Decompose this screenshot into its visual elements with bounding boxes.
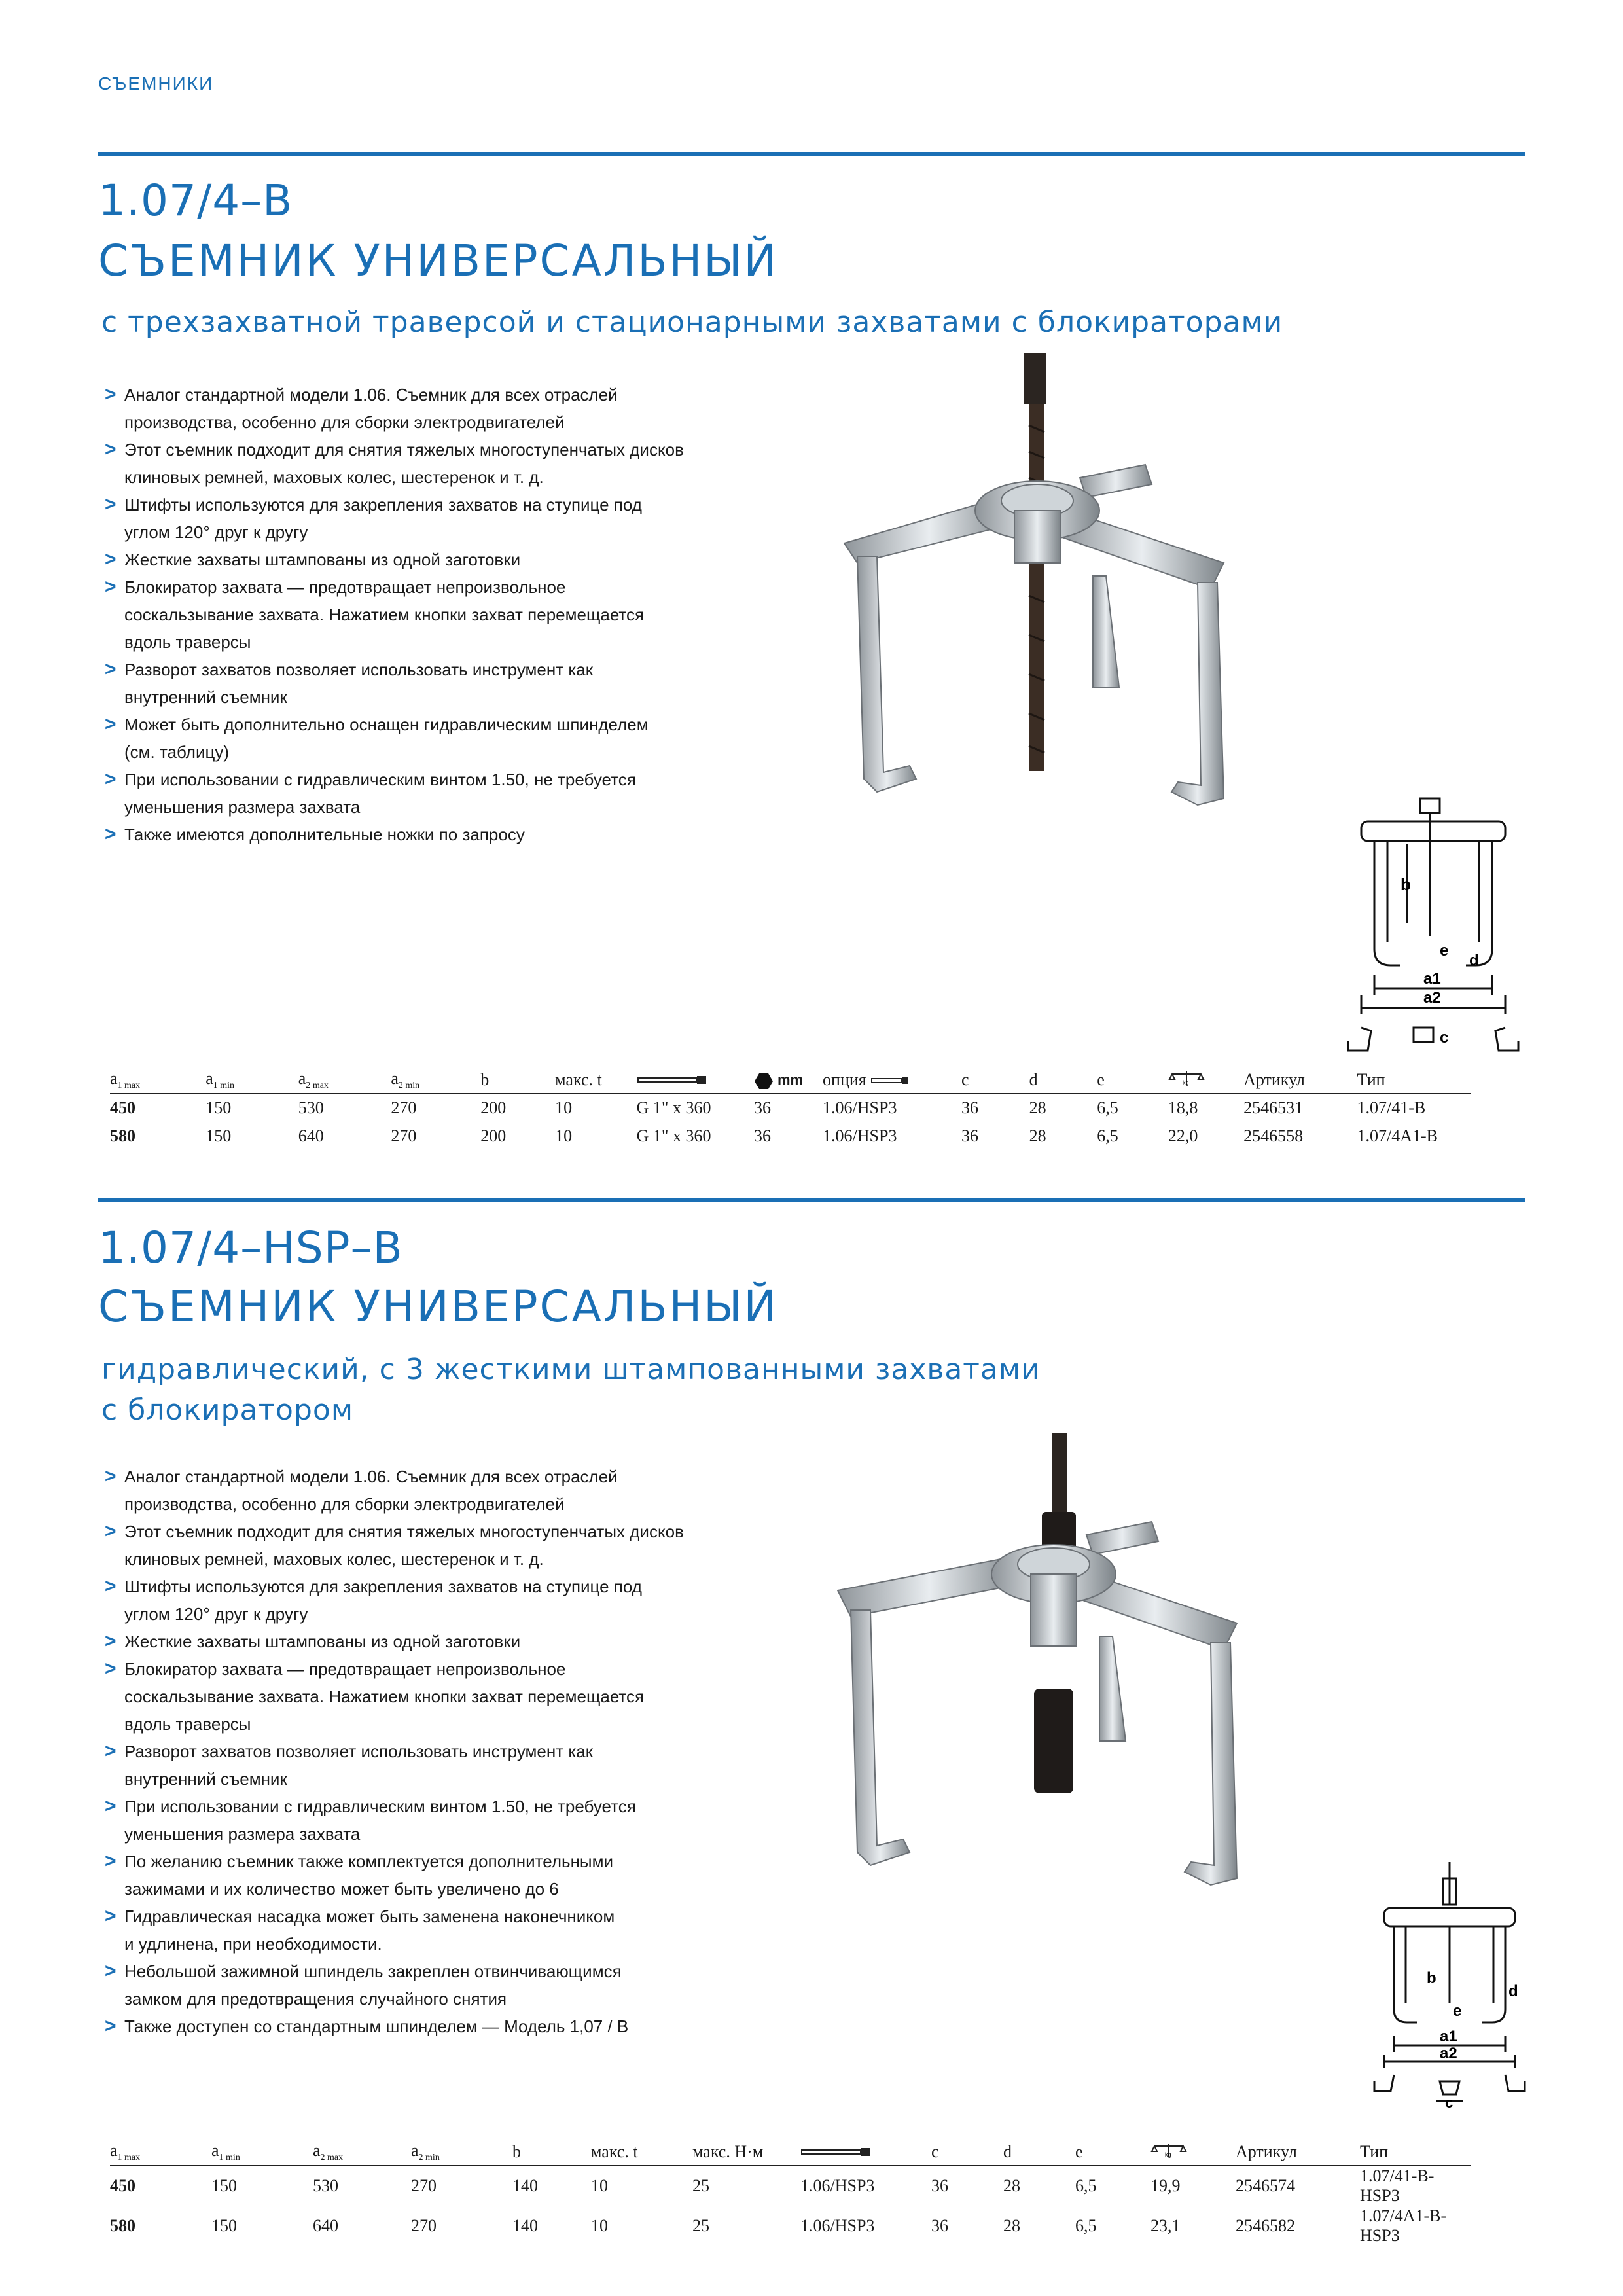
bullet-arrow-icon: >	[105, 823, 116, 845]
table-cell: 36	[753, 1126, 771, 1145]
feature-item	[105, 573, 694, 656]
table-cell: 150	[205, 1094, 298, 1122]
table-row	[110, 1094, 1471, 1122]
table-cell: 580	[110, 1126, 135, 1145]
table-cell: 270	[411, 2216, 437, 2235]
table-cell: 6,5	[1097, 1126, 1118, 1145]
diagram-label-b: b	[1427, 1969, 1436, 1987]
spec-table-1	[110, 1067, 1471, 1150]
table-cell: 2546558	[1243, 1126, 1304, 1145]
feature-text: Аналог стандартной модели 1.06. Съемник для всех отраслей производства, особенно для сборки электродвигателей	[124, 385, 618, 432]
column-header: макс. t	[555, 1067, 637, 1094]
diagram-label-a1: a1	[1440, 2028, 1457, 2045]
table-cell: 150	[211, 2166, 313, 2206]
table-cell: 640	[313, 2216, 338, 2235]
product-photo-1	[805, 347, 1276, 818]
bullet-arrow-icon: >	[105, 548, 116, 570]
table-cell: 10	[591, 2166, 692, 2206]
feature-item	[105, 1628, 694, 1655]
table-cell: 28	[1029, 1094, 1097, 1122]
table-cell: 6,5	[1097, 1094, 1168, 1122]
column-header: $a_{2 max}$	[313, 2139, 411, 2166]
feature-item	[105, 656, 694, 711]
diagram-label-e: e	[1440, 942, 1449, 960]
column-header: макс. Н·м	[692, 2139, 800, 2166]
feature-item	[105, 1848, 694, 1903]
table-cell: 28	[1029, 1126, 1046, 1145]
bullet-arrow-icon: >	[105, 493, 116, 515]
table-cell: 150	[211, 2216, 237, 2235]
table-cell: 28	[1003, 2166, 1075, 2206]
table-cell: 140	[512, 2166, 591, 2206]
column-header: Тип	[1360, 2139, 1471, 2166]
table-cell: 25	[692, 2166, 800, 2206]
feature-text: Этот съемник подходит для снятия тяжелых многоступенчатых дисков клиновых ремней, маховых колес, шестеренок и т. д.	[124, 1522, 684, 1569]
section-rule	[98, 1198, 1525, 1202]
spec-table-2	[110, 2139, 1471, 2246]
diagram-label-d: d	[1508, 1982, 1518, 2000]
feature-text: Жесткие захваты штампованы из одной заготовки	[124, 1632, 521, 1651]
column-header: $a_{2 min}$	[391, 1067, 480, 1094]
table-cell: G 1" x 360	[636, 1126, 711, 1145]
feature-text: Блокиратор захвата — предотвращает непроизвольное соскальзывание захвата. Нажатием кнопки захват перемещается вдоль траверсы	[124, 577, 645, 652]
feature-text: Этот съемник подходит для снятия тяжелых многоступенчатых дисков клиновых ремней, маховых колес, шестеренок и т. д.	[124, 440, 684, 487]
feature-item	[105, 1958, 694, 2013]
feature-item	[105, 381, 694, 436]
table-cell: 530	[298, 1094, 391, 1122]
table-header-row	[110, 2139, 1471, 2166]
column-header: c	[931, 2139, 1003, 2166]
column-header: Артикул	[1243, 1067, 1357, 1094]
feature-text: Штифты используются для закрепления захватов на ступице под углом 120° друг к другу	[124, 1577, 642, 1624]
diagram-label-c: c	[1445, 2094, 1454, 2108]
feature-item	[105, 1463, 694, 1518]
column-header: e	[1075, 2139, 1150, 2166]
bullet-arrow-icon: >	[105, 576, 116, 598]
feature-item	[105, 821, 694, 848]
bullet-arrow-icon: >	[105, 1575, 116, 1597]
table-row	[110, 2206, 1471, 2246]
column-header: макс. t	[591, 2139, 692, 2166]
feature-text: По желанию съемник также комплектуется дополнительными зажимами и их количество может быть увеличено до 6	[124, 1852, 614, 1899]
table-cell: 270	[391, 1094, 480, 1122]
table-cell: 1.06/HSP3	[800, 2216, 875, 2235]
table-header-row	[110, 1067, 1471, 1094]
dimension-diagram-1	[1335, 792, 1531, 1060]
diagram-label-e: e	[1453, 2002, 1462, 2020]
feature-item	[105, 1738, 694, 1793]
column-header: e	[1097, 1067, 1168, 1094]
feature-item	[105, 1573, 694, 1628]
feature-item	[105, 546, 694, 573]
table-cell: 450	[110, 2166, 211, 2206]
diagram-label-d: d	[1469, 952, 1479, 969]
feature-item	[105, 1903, 694, 1958]
table-cell: 150	[205, 1126, 232, 1145]
diagram-label-a2: a2	[1440, 2045, 1457, 2062]
svg-text:kg: kg	[1182, 1079, 1189, 1086]
feature-item	[105, 711, 694, 766]
feature-text: Штифты используются для закрепления захватов на ступице под углом 120° друг к другу	[124, 495, 642, 542]
table-cell: 18,8	[1168, 1094, 1243, 1122]
svg-text:kg: kg	[1165, 2151, 1171, 2158]
column-header: d	[1003, 2139, 1075, 2166]
feature-list	[105, 1463, 694, 2040]
table-cell: 200	[480, 1094, 555, 1122]
feature-text: Гидравлическая насадка может быть заменена наконечником и удлинена, при необходимости.	[124, 1907, 615, 1954]
bullet-arrow-icon: >	[105, 439, 116, 460]
product-title: СЪЕМНИК УНИВЕРСАЛЬНЫЙ	[98, 236, 778, 286]
weight-scale-icon	[1168, 1067, 1243, 1094]
table-cell: G 1" x 360	[637, 1094, 754, 1122]
table-cell: 6,5	[1075, 2216, 1097, 2235]
spindle-icon	[637, 1067, 754, 1094]
table-cell: 200	[480, 1126, 507, 1145]
column-header: b	[480, 1067, 555, 1094]
hex-wrench-icon: mm	[754, 1067, 823, 1094]
feature-item	[105, 436, 694, 491]
table-cell: 450	[110, 1094, 205, 1122]
section-label: СЪЕМНИКИ	[98, 73, 214, 94]
feature-list	[105, 381, 694, 848]
table-cell: 270	[391, 1126, 417, 1145]
table-cell: 10	[555, 1126, 573, 1145]
column-header: опция	[823, 1067, 961, 1094]
column-header: $a_{1 max}$	[110, 1067, 205, 1094]
bullet-arrow-icon: >	[105, 658, 116, 680]
product-code: 1.07/4–HSP–B	[98, 1223, 403, 1273]
table-cell: 22,0	[1168, 1126, 1198, 1145]
dimension-diagram-2	[1368, 1859, 1531, 2108]
bullet-arrow-icon: >	[105, 768, 116, 790]
feature-text: Жесткие захваты штампованы из одной заготовки	[124, 550, 521, 569]
feature-text: Может быть дополнительно оснащен гидравлическим шпинделем (см. таблицу)	[124, 715, 649, 762]
table-cell: 1.07/41-B-HSP3	[1360, 2166, 1471, 2206]
feature-text: Также имеются дополнительные ножки по запросу	[124, 825, 525, 844]
table-cell: 36	[931, 2216, 948, 2235]
bullet-arrow-icon: >	[105, 1850, 116, 1872]
feature-item	[105, 1655, 694, 1738]
table-cell: 36	[754, 1094, 823, 1122]
feature-text: Разворот захватов позволяет использовать инструмент как внутренний съемник	[124, 660, 594, 707]
table-cell: 140	[512, 2216, 538, 2235]
bullet-arrow-icon: >	[105, 1630, 116, 1652]
table-cell: 10	[555, 1094, 637, 1122]
feature-text: Небольшой зажимной шпиндель закреплен отвинчивающимся замком для предотвращения случайного снятия	[124, 1962, 622, 2009]
bullet-arrow-icon: >	[105, 713, 116, 735]
diagram-label-b: b	[1400, 874, 1411, 894]
column-header: b	[512, 2139, 591, 2166]
product-subtitle: с трехзахватной траверсой и стационарными захватами с блокираторами	[101, 306, 1283, 339]
feature-item	[105, 1793, 694, 1848]
table-cell: 6,5	[1075, 2166, 1150, 2206]
table-cell: 36	[961, 1126, 978, 1145]
feature-text: При использовании с гидравлическим винтом 1.50, не требуется уменьшения размера захвата	[124, 1797, 636, 1844]
table-cell: 36	[931, 2166, 1003, 2206]
spindle-icon	[800, 2139, 931, 2166]
bullet-arrow-icon: >	[105, 1960, 116, 1982]
table-cell: 2546531	[1243, 1094, 1357, 1122]
product-title: СЪЕМНИК УНИВЕРСАЛЬНЫЙ	[98, 1282, 778, 1332]
column-header: $a_{1 max}$	[110, 2139, 211, 2166]
feature-item	[105, 1518, 694, 1573]
column-header: $a_{1 min}$	[205, 1067, 298, 1094]
diagram-label-a1: a1	[1423, 970, 1441, 988]
column-header: $a_{2 min}$	[411, 2139, 512, 2166]
feature-text: Блокиратор захвата — предотвращает непроизвольное соскальзывание захвата. Нажатием кнопки захват перемещается вдоль траверсы	[124, 1659, 645, 1734]
feature-text: Также доступен со стандартным шпинделем — Модель 1,07 / B	[124, 2017, 629, 2036]
table-cell: 1.07/4A1-B	[1357, 1126, 1438, 1145]
table-cell: 1.07/4A1-B-HSP3	[1360, 2206, 1447, 2245]
top-rule	[98, 152, 1525, 156]
table-cell: 36	[961, 1094, 1029, 1122]
table-cell: 28	[1003, 2216, 1020, 2235]
bullet-arrow-icon: >	[105, 2015, 116, 2037]
product-subtitle: гидравлический, с 3 жесткими штампованными захватами с блокиратором	[101, 1353, 1041, 1427]
feature-text: Аналог стандартной модели 1.06. Съемник для всех отраслей производства, особенно для сборки электродвигателей	[124, 1467, 618, 1514]
bullet-arrow-icon: >	[105, 1740, 116, 1762]
column-header: $a_{2 max}$	[298, 1067, 391, 1094]
diagram-label-c: c	[1440, 1029, 1449, 1047]
table-cell: 580	[110, 2216, 135, 2235]
diagram-label-a2: a2	[1423, 989, 1441, 1007]
bullet-arrow-icon: >	[105, 1795, 116, 1817]
bullet-arrow-icon: >	[105, 384, 116, 405]
table-cell: 23,1	[1150, 2216, 1181, 2235]
table-cell: 640	[298, 1126, 324, 1145]
column-header: d	[1029, 1067, 1097, 1094]
table-row	[110, 1122, 1471, 1151]
column-header: Артикул	[1236, 2139, 1360, 2166]
product-photo-2	[812, 1427, 1283, 1911]
table-cell: 1.06/HSP3	[823, 1126, 897, 1145]
bullet-arrow-icon: >	[105, 1658, 116, 1679]
column-header: c	[961, 1067, 1029, 1094]
table-cell: 2546582	[1236, 2216, 1295, 2235]
feature-item	[105, 2013, 694, 2040]
table-cell: 19,9	[1150, 2166, 1236, 2206]
column-header: $a_{1 min}$	[211, 2139, 313, 2166]
weight-scale-icon	[1150, 2139, 1236, 2166]
feature-text: При использовании с гидравлическим винтом 1.50, не требуется уменьшения размера захвата	[124, 770, 636, 817]
table-cell: 1.06/HSP3	[823, 1094, 961, 1122]
table-cell: 1.07/41-B	[1357, 1094, 1471, 1122]
feature-item	[105, 491, 694, 546]
bullet-arrow-icon: >	[105, 1905, 116, 1927]
feature-item	[105, 766, 694, 821]
feature-text: Разворот захватов позволяет использовать инструмент как внутренний съемник	[124, 1742, 594, 1789]
table-cell: 270	[411, 2166, 512, 2206]
table-cell: 10	[591, 2216, 608, 2235]
table-row	[110, 2166, 1471, 2206]
table-cell: 2546574	[1236, 2166, 1360, 2206]
product-code: 1.07/4–B	[98, 175, 293, 226]
table-cell: 530	[313, 2166, 411, 2206]
bullet-arrow-icon: >	[105, 1465, 116, 1487]
table-cell: 25	[692, 2216, 709, 2235]
table-cell: 1.06/HSP3	[800, 2166, 931, 2206]
column-header: Тип	[1357, 1067, 1471, 1094]
bullet-arrow-icon: >	[105, 1520, 116, 1542]
